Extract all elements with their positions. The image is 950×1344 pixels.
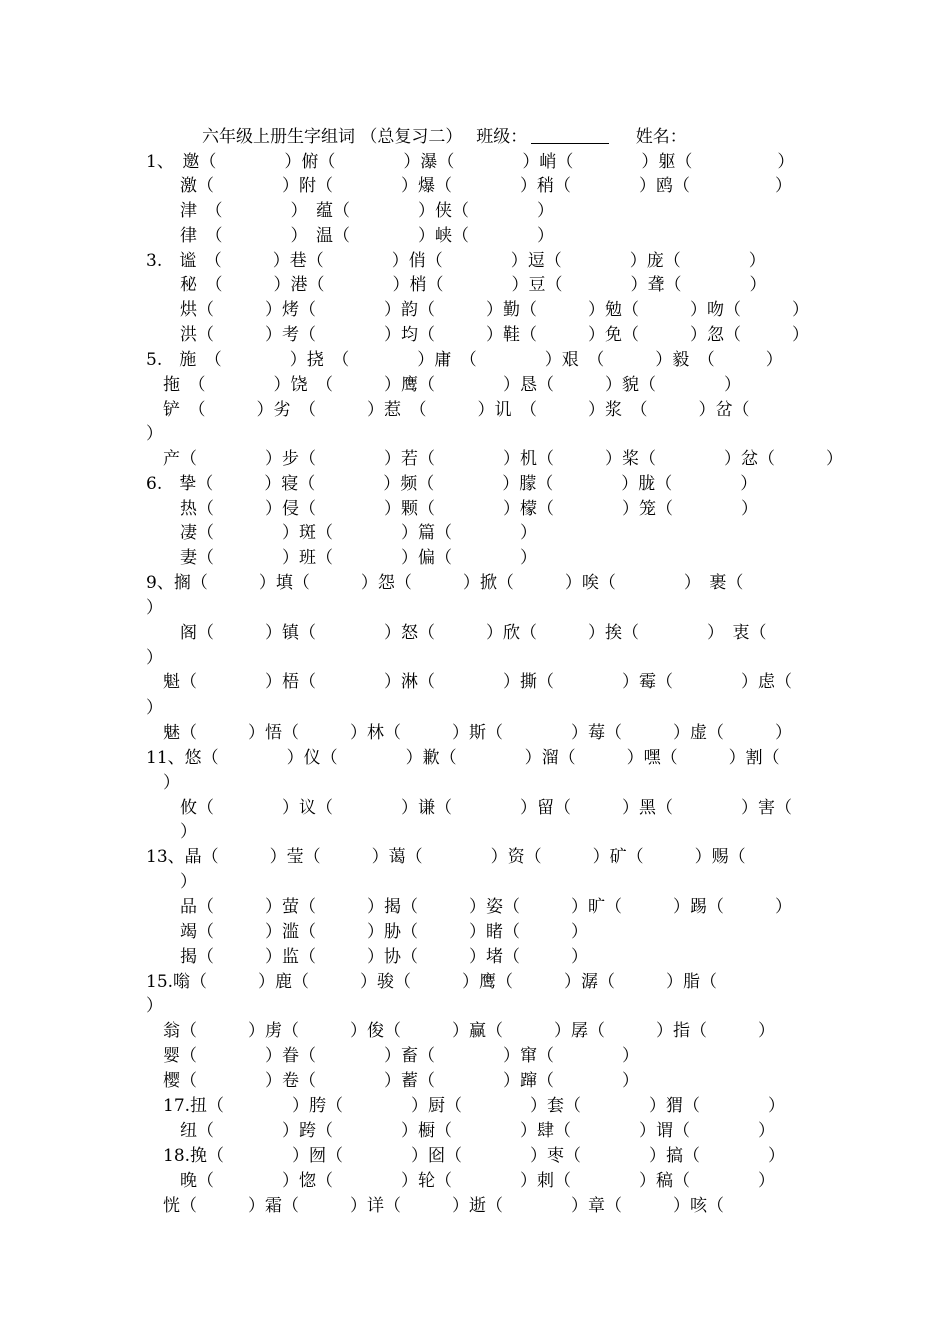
name-label: 姓名： <box>635 127 687 147</box>
vocab-line: 9、搁（ ）填（ ）怨（ ）掀（ ）唉（ ） 裹（ <box>146 573 744 593</box>
vocab-line: 13、晶（ ）莹（ ）蔼（ ）资（ ）矿（ ）赐（ <box>146 847 746 867</box>
vocab-line: 产（ ）步（ ）若（ ）机（ ）桨（ ）忿（ ） <box>146 449 843 469</box>
vocab-line: 激（ ）附（ ）爆（ ）稍（ ）鸥（ ） <box>146 176 792 196</box>
vocab-line: 攸（ ）议（ ）谦（ ）留（ ）黑（ ）害（ <box>146 798 792 818</box>
vocab-line: 15.嗡（ ）鹿（ ）骏（ ）鹰（ ）潺（ ）脂（ <box>146 972 718 992</box>
vocab-line: 3. 谧 （ ）巷（ ）俏（ ）逗（ ）庞（ ） <box>146 251 766 271</box>
vocab-line: ） <box>146 598 163 618</box>
vocab-line: ） <box>146 648 163 668</box>
vocab-line: 恍（ ）霜（ ）详（ ）逝（ ）章（ ）咳（ <box>146 1196 724 1216</box>
vocab-line: 纽（ ）跨（ ）橱（ ）肆（ ）谓（ ） <box>146 1121 775 1141</box>
vocab-line: 6. 挚（ ）寝（ ）频（ ）朦（ ）胧（ ） <box>146 474 758 494</box>
vocab-line: 律 （ ） 温（ ）峡（ ） <box>146 226 554 246</box>
vocab-line: 秘 （ ）港（ ）梢（ ）豆（ ）聋（ ） <box>146 275 767 295</box>
vocab-line: 凄（ ）斑（ ）篇（ ） <box>146 523 537 543</box>
vocab-line: 婴（ ）眷（ ）畜（ ）窜（ ） <box>146 1046 639 1066</box>
vocab-line: 妻（ ）班（ ）偏（ ） <box>146 548 537 568</box>
vocab-line: 17.扭（ ）胯（ ）厨（ ）套（ ）猬（ ） <box>146 1096 786 1116</box>
vocab-line: 1、 邀（ ）俯（ ）瀑（ ）峭（ ）躯（ ） <box>146 152 795 172</box>
vocab-line: ） <box>146 996 163 1016</box>
vocab-line: ） <box>146 773 180 793</box>
vocab-line: ） <box>146 872 197 892</box>
title-text: 六年级上册生字组词 （总复习二） 班级： <box>202 127 528 147</box>
vocab-line: 魁（ ）梧（ ）淋（ ）撕（ ）霉（ ）虑（ <box>146 672 792 692</box>
vocab-line: 晚（ ）惚（ ）轮（ ）刺（ ）稿（ ） <box>146 1171 775 1191</box>
vocab-line: 5. 施 （ ）挠 （ ）庸 （ ）艰 （ ）毅 （ ） <box>146 350 783 370</box>
class-blank <box>531 127 609 144</box>
worksheet-title <box>202 124 687 150</box>
vocab-line: 热（ ）侵（ ）颗（ ）檬（ ）笼（ ） <box>146 499 758 519</box>
vocab-line: 魅（ ）悟（ ）林（ ）斯（ ）莓（ ）虚（ ） <box>146 723 792 743</box>
vocab-line: 18.挽（ ）囫（ ）囵（ ）枣（ ）搞（ ） <box>146 1146 786 1166</box>
vocab-line: 铲 （ ）劣 （ ）惹 （ ）讥 （ ）浆 （ ）岔（ <box>146 400 750 420</box>
vocab-line: 烘（ ）烤（ ）韵（ ）勤（ ）勉（ ）吻（ ） <box>146 300 809 320</box>
vocab-line: 翁（ ）虏（ ）俊（ ）赢（ ）孱（ ）指（ ） <box>146 1021 775 1041</box>
vocab-line: 品（ ）萤（ ）揭（ ）姿（ ）旷（ ）踢（ ） <box>146 897 792 917</box>
vocab-line: ） <box>146 698 163 718</box>
vocab-line: 11、悠（ ）仪（ ）歉（ ）溜（ ）嘿（ ）割（ <box>146 748 780 768</box>
vocab-line: 揭（ ）监（ ）协（ ）堵（ ） <box>146 947 588 967</box>
vocab-line: 洪（ ）考（ ）均（ ）鞋（ ）免（ ）忽（ ） <box>146 325 809 345</box>
vocab-line: 樱（ ）卷（ ）蓄（ ）蹿（ ） <box>146 1071 639 1091</box>
vocab-line: 拖 （ ）饶 （ ）鹰（ ）恳（ ）貌（ ） <box>146 375 741 395</box>
vocab-line: 津 （ ） 蕴（ ）侠（ ） <box>146 201 554 221</box>
vocab-line: 阁（ ）镇（ ）怒（ ）欣（ ）挨（ ） 衷（ <box>146 623 767 643</box>
vocab-line: ） <box>146 424 163 444</box>
vocab-line: ） <box>146 822 197 842</box>
vocab-line: 竭（ ）滥（ ）胁（ ）睹（ ） <box>146 922 588 942</box>
